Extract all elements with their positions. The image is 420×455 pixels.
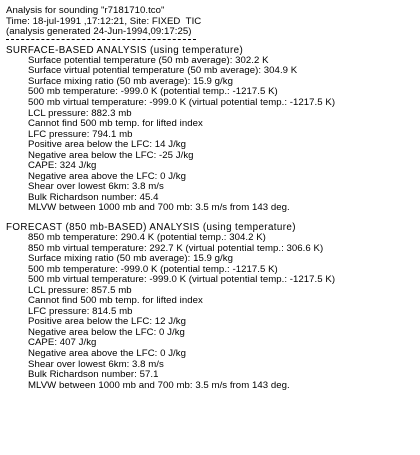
surface-item: Surface potential temperature (50 mb average): 302.2 K xyxy=(28,54,269,66)
surface-item: 500 mb virtual temperature: -999.0 K (virtual potential temp.: -1217.5 K) xyxy=(28,96,336,108)
surface-item: CAPE: 324 J/kg xyxy=(28,160,97,172)
surface-item: Negative area above the LFC: 0 J/kg xyxy=(28,170,187,182)
forecast-item: Negative area below the LFC: 0 J/kg xyxy=(28,326,185,338)
forecast-item: 850 mb virtual temperature: 292.7 K (virtual potential temp.: 306.6 K) xyxy=(28,242,324,254)
forecast-item: 500 mb virtual temperature: -999.0 K (virtual potential temp.: -1217.5 K) xyxy=(28,274,336,286)
forecast-item: 500 mb temperature: -999.0 K (potential temp.: -1217.5 K) xyxy=(28,263,278,275)
header-time-site: Time: 18-jul-1991 ,17:12:21, Site: FIXED TIC xyxy=(6,15,202,27)
forecast-item: LCL pressure: 857.5 mb xyxy=(28,284,132,296)
surface-item: Shear over lowest 6km: 3.8 m/s xyxy=(28,181,164,193)
forecast-item: Bulk Richardson number: 57.1 xyxy=(28,369,159,381)
forecast-item: Shear over lowest 6km: 3.8 m/s xyxy=(28,358,164,370)
surface-item: LFC pressure: 794.1 mb xyxy=(28,128,133,140)
surface-based-section xyxy=(6,45,416,214)
forecast-item: 850 mb temperature: 290.4 K (potential temp.: 304.2 K) xyxy=(28,231,266,243)
forecast-section xyxy=(6,222,416,391)
forecast-item: CAPE: 407 J/kg xyxy=(28,337,97,349)
surface-item: 500 mb temperature: -999.0 K (potential temp.: -1217.5 K) xyxy=(28,86,278,98)
surface-item: Negative area below the LFC: -25 J/kg xyxy=(28,149,194,161)
header-divider xyxy=(6,39,196,40)
surface-section-title: SURFACE-BASED ANALYSIS (using temperature) xyxy=(6,44,244,56)
forecast-item: Surface mixing ratio (50 mb average): 15.9 g/kg xyxy=(28,253,233,265)
forecast-item: Positive area below the LFC: 12 J/kg xyxy=(28,316,187,328)
forecast-item: MLVW between 1000 mb and 700 mb: 3.5 m/s from 143 deg. xyxy=(28,379,290,391)
surface-item: Surface virtual potential temperature (50 mb average): 304.9 K xyxy=(28,65,298,77)
surface-item: Cannot find 500 mb temp. for lifted index xyxy=(28,118,203,130)
forecast-item: Negative area above the LFC: 0 J/kg xyxy=(28,348,187,359)
forecast-item: Cannot find 500 mb temp. for lifted index xyxy=(28,295,203,307)
surface-item: MLVW between 1000 mb and 700 mb: 3.5 m/s from 143 deg. xyxy=(28,202,290,214)
surface-item: Surface mixing ratio (50 mb average): 15.9 g/kg xyxy=(28,75,233,87)
surface-item: Bulk Richardson number: 45.4 xyxy=(28,191,159,203)
forecast-section-title: FORECAST (850 mb-BASED) ANALYSIS (using temperature) xyxy=(6,221,296,233)
forecast-item: LFC pressure: 814.5 mb xyxy=(28,305,133,317)
surface-item: Positive area below the LFC: 14 J/kg xyxy=(28,139,187,151)
surface-item: LCL pressure: 882.3 mb xyxy=(28,107,132,119)
header-sounding-name: Analysis for sounding "r7181710.tco" xyxy=(6,5,165,16)
header-generated: (analysis generated 24-Jun-1994,09:17:25) xyxy=(6,26,192,38)
sounding-analysis-document xyxy=(6,6,416,391)
